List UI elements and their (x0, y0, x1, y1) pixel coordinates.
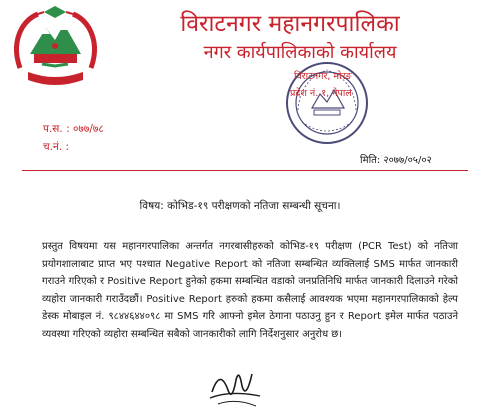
signature-icon (206, 362, 264, 412)
province-label: प्रदेश नं. १, नेपाल (290, 88, 352, 99)
letter-number: प.स. : ०७७/७८ (43, 123, 104, 135)
letter-subject: विषय: कोभिड-१९ परीक्षणको नतिजा सम्बन्धी सूचना। (139, 200, 341, 212)
office-address: विराटनगर, मोरङ (294, 71, 352, 82)
letter-date: मिति: २०७७/०५/०२ (360, 155, 432, 166)
header-divider (22, 170, 468, 171)
dispatch-number: च.नं. : (43, 141, 70, 153)
letter-body: प्रस्तुत विषयमा यस महानगरपालिका अन्तर्गत नगरबासीहरुको कोभिड-१९ परीक्षण (PCR Test) को नतिजा प्रयोगशालाबाट प्राप्त भए पश्चात Negative Report को नतिजा सम्बन्धित व्यक्तिलाई SMS मार्फत जानकारी गराउने गरिएको र Positive Report हुनेको हकमा सम्बन्धित वडाको जनप्रतिनिधि मार्फत जानकारी दिलाउने गरेको व्यहोरा जानकारी गराउँदछौं। Positive Report हरुको हकमा कसैलाई आवश्यक भएमा महानगरपालिकाको हेल्प डेस्क मोबाइल नं. ९८४४६४४०९८ मा SMS गरि आफ्नो इमेल ठेगाना पठाउनु हुन र Report इमेल मार्फत पठाउने व्यवस्था गरिएको व्यहोरा सम्बन्धित सबैको जानकारीको लागि निर्देशनुसार अनुरोध छ। (42, 241, 458, 340)
office-name: नगर कार्यपालिकाको कार्यालय (203, 42, 397, 63)
organization-name: विराटनगर महानगरपालिका (180, 11, 400, 37)
